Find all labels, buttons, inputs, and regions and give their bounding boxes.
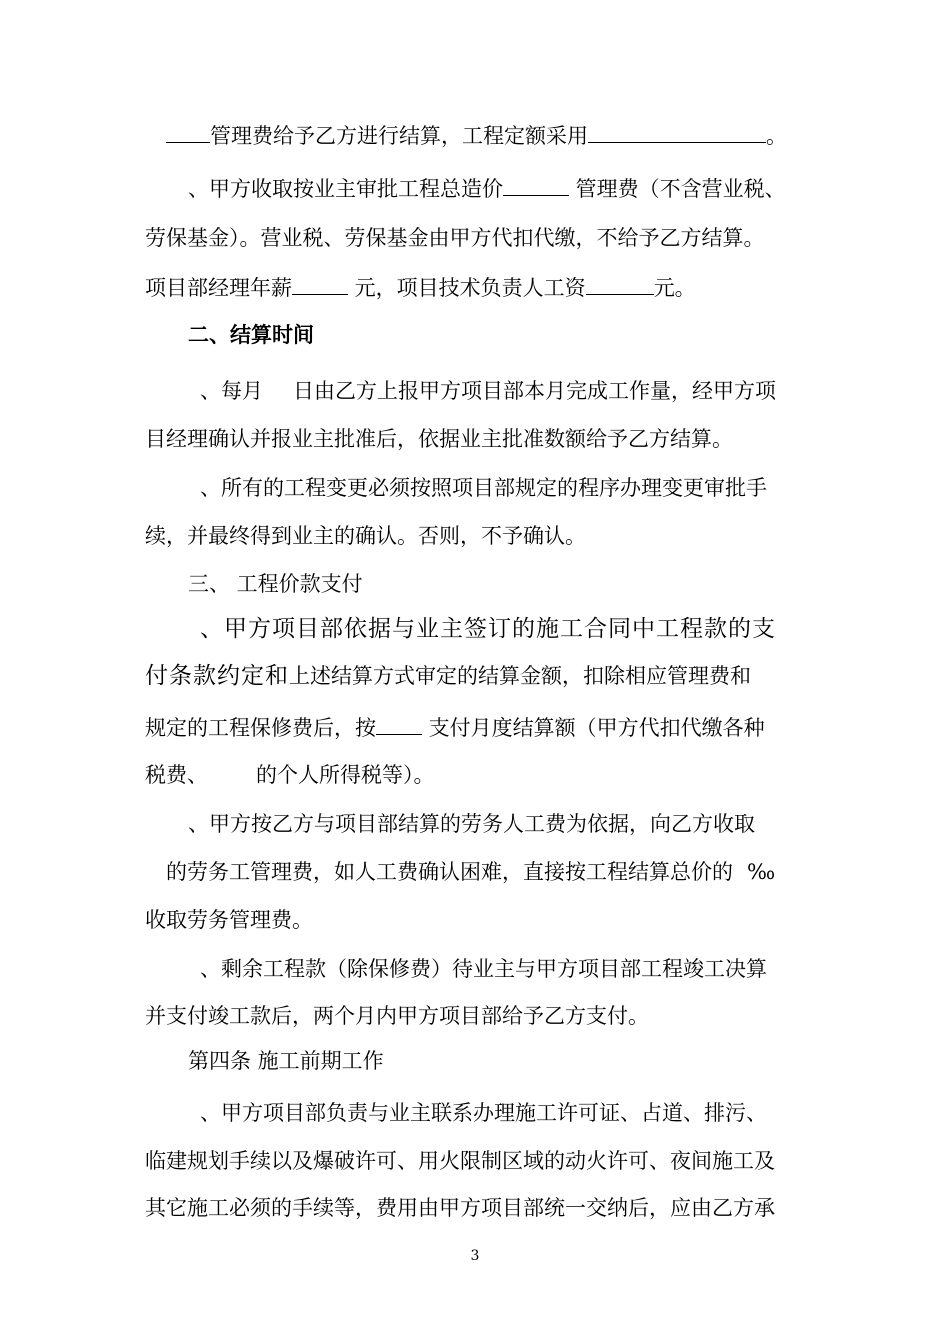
blank-field (588, 120, 766, 143)
text-line-7: 目经理确认并报业主批准后，依据业主批准数额给予乙方结算。 (145, 427, 733, 451)
text-line-2: 、甲方收取按业主审批工程总造价 管理费（不含营业税、 (188, 173, 786, 203)
text-line-4: 项目部经理年薪 元，项目技术负责人工资 元。 (145, 272, 696, 302)
text-line-21: 、甲方项目部负责与业主联系办理施工许可证、占道、排污、 (200, 1101, 767, 1125)
text-line-11: 、甲方项目部依据与业主签订的施工合同中工程款的支 (200, 616, 776, 642)
blank-field (586, 272, 654, 295)
section-heading-payment: 三、 工程价款支付 (188, 572, 363, 596)
blank-field (503, 173, 569, 196)
text-line-9: 续，并最终得到业主的确认。否则，不予确认。 (145, 524, 586, 548)
article-heading-pre-construction: 第四条 施工前期工作 (188, 1049, 384, 1073)
text-line-3: 劳保基金）。营业税、劳保基金由甲方代扣代缴，不给予乙方结算。 (145, 226, 765, 250)
text-line-22: 临建规划手续以及爆破许可、用火限制区域的动火许可、夜间施工及 (145, 1149, 775, 1173)
page-number: 3 (470, 1248, 480, 1264)
blank-field (292, 272, 348, 295)
section-heading-settlement-time: 二、结算时间 (188, 322, 314, 347)
blank-field (376, 712, 422, 735)
text-line-14: 税费、 的个人所得税等）。 (145, 763, 435, 787)
text-line-12: 付条款约定和上述结算方式审定的结算金额，扣除相应管理费和 (145, 663, 751, 689)
blank-field (166, 120, 210, 143)
text-line-17: 收取劳务管理费。 (145, 908, 313, 932)
text-line-13: 规定的工程保修费后，按 支付月度结算额（甲方代扣代缴各种 (145, 712, 765, 742)
text-line-18: 、剩余工程款（除保修费）待业主与甲方项目部工程竣工决算 (200, 957, 767, 981)
text-line-6: 、每月 日由乙方上报甲方项目部本月完成工作量，经甲方项 (200, 379, 776, 403)
text-line-8: 、所有的工程变更必须按照项目部规定的程序办理变更审批手 (200, 476, 767, 500)
text-line-1: 管理费给予乙方进行结算，工程定额采用 。 (166, 120, 787, 150)
text-line-19: 并支付竣工款后，两个月内甲方项目部给予乙方支付。 (145, 1004, 649, 1028)
text-line-15: 、甲方按乙方与项目部结算的劳务人工费为依据，向乙方收取 (188, 812, 755, 836)
text-line-23: 其它施工必须的手续等，费用由甲方项目部统一交纳后，应由乙方承 (145, 1196, 775, 1220)
text-line-16: 的劳务工管理费，如人工费确认困难，直接按工程结算总价的 ‰ (166, 860, 776, 884)
